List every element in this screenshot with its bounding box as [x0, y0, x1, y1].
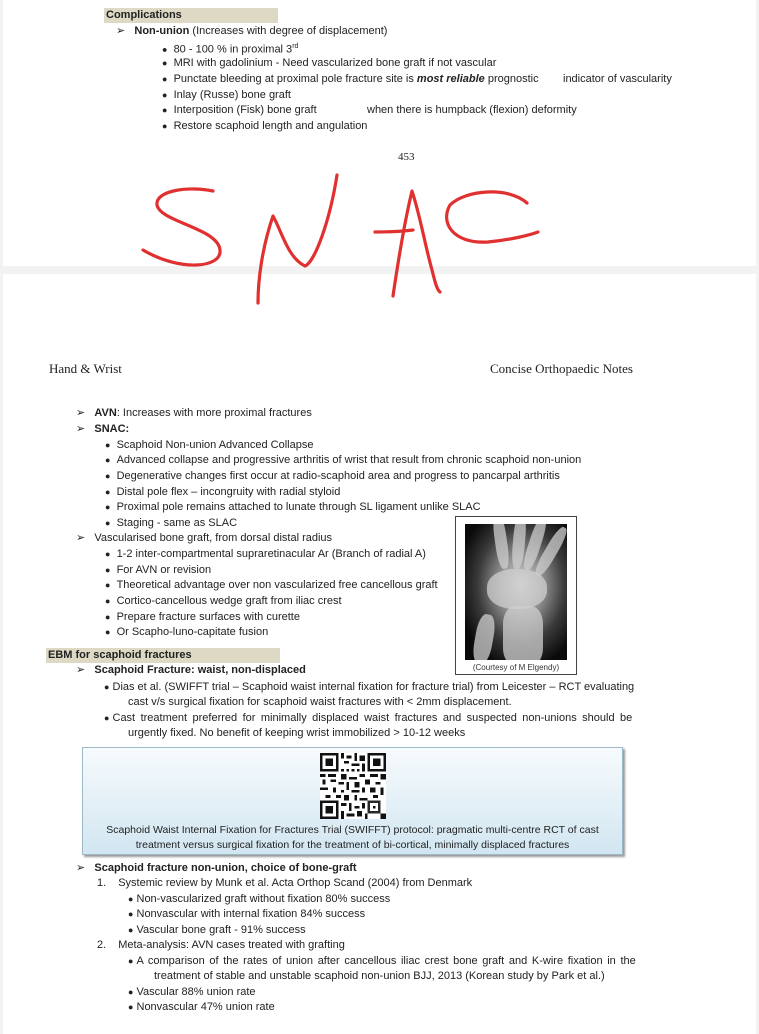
bullet-text: Inlay (Russe) bone graft: [173, 89, 291, 101]
qr-code-icon[interactable]: [320, 753, 386, 819]
bullet-text: Theoretical advantage over non vascularized free cancellous graft: [116, 579, 438, 591]
xray-figure: [455, 516, 577, 675]
bullet-text: Nonvascular 47% union rate: [136, 1001, 275, 1013]
bullet-icon: ●: [105, 549, 111, 559]
item-number: 1.: [97, 877, 107, 889]
arrow-bullet-icon: ➢: [116, 25, 126, 37]
complications-heading: Complications: [104, 8, 278, 23]
study-bullet: [128, 954, 636, 968]
nonunion-label: Non-union: [134, 25, 190, 37]
snac-bullet: [105, 438, 313, 452]
nonunion-heading: [76, 861, 357, 875]
ebm-sub-label: Scaphoid Fracture: waist, non-displaced: [94, 664, 306, 676]
handwriting-letter-n: [258, 175, 337, 303]
bullet-icon: ●: [105, 596, 111, 606]
bullet-icon: ●: [105, 487, 111, 497]
bullet-text: Staging - same as SLAC: [116, 517, 238, 529]
qr-caption-line: treatment versus surgical fixation for the treatment of bi-cortical, minimally displaced fractures: [135, 839, 570, 851]
item-number: 2.: [97, 939, 107, 951]
vbg-bullet: [105, 594, 342, 608]
snac-bullet: [105, 453, 581, 467]
bullet-icon: ●: [105, 518, 111, 528]
study-bullet: [128, 923, 306, 937]
bullet-icon: ●: [105, 455, 111, 465]
superscript: rd: [292, 43, 299, 50]
bullet-text-continued: cast v/s surgical fixation for scaphoid waist fractures with < 2mm displacement.: [128, 696, 512, 708]
avn-text: : Increases with more proximal fractures: [116, 407, 312, 419]
study-bullet: [128, 985, 256, 999]
numbered-item: [97, 938, 345, 952]
bullet-text: Dias et al. (SWIFFT trial – Scaphoid waist internal fixation for fracture trial) from Leicester – RCT evaluating: [112, 681, 635, 693]
bullet-icon: ●: [105, 471, 111, 481]
handwriting-letter-c: [447, 192, 538, 242]
bullet-text: Non-vascularized graft without fixation 80% success: [136, 893, 391, 905]
arrow-bullet-icon: ➢: [76, 664, 86, 676]
bullet-text: prognostic: [484, 73, 539, 85]
bullet-icon: ●: [104, 713, 110, 723]
study-bullet: [128, 907, 365, 921]
bullet-text: Scaphoid Non-union Advanced Collapse: [116, 439, 314, 451]
vbg-bullet: [105, 578, 438, 592]
ebm-heading: EBM for scaphoid fractures: [46, 648, 280, 663]
bullet-text: Or Scapho-luno-capitate fusion: [116, 626, 269, 638]
arrow-bullet-icon: ➢: [76, 407, 86, 419]
snac-bullet: [105, 485, 340, 499]
bullet-text: Nonvascular with internal fixation 84% success: [136, 908, 366, 920]
item-text: Meta-analysis: AVN cases treated with grafting: [118, 939, 345, 951]
page-number: 453: [398, 151, 415, 163]
bullet-icon: ●: [162, 44, 168, 55]
bullet-icon: ●: [128, 909, 134, 919]
swifft-qr-callout: [82, 747, 623, 855]
bullet-icon: ●: [128, 987, 134, 997]
bullet-icon: ●: [105, 627, 111, 637]
handwriting-letter-a: [375, 191, 440, 296]
nonunion-text: (Increases with degree of displacement): [189, 25, 388, 37]
ebm-bullet: [104, 711, 632, 725]
numbered-item: [97, 876, 472, 890]
bullet-icon: ●: [162, 105, 168, 115]
qr-caption: [83, 823, 622, 853]
bullet-tail-text: indicator of vascularity: [563, 73, 672, 85]
bullet-tail-text: when there is humpback (flexion) deformity: [367, 104, 577, 116]
bullet-icon: ●: [162, 90, 168, 100]
xray-caption: (Courtesy of M Elgendy): [472, 663, 560, 672]
bullet-icon: ●: [162, 58, 168, 68]
qr-caption-line: Scaphoid Waist Internal Fixation for Fractures Trial (SWIFFT) protocol: pragmatic multi-centre RCT of cast: [106, 824, 599, 836]
bullet-text: Cortico-cancellous wedge graft from iliac crest: [116, 595, 342, 607]
bullet-text: Prepare fracture surfaces with curette: [116, 611, 300, 623]
study-bullet: [128, 1000, 275, 1014]
bullet-text: Advanced collapse and progressive arthritis of wrist that result from chronic scaphoid non-union: [116, 454, 582, 466]
bullet-icon: ●: [105, 565, 111, 575]
avn-item: [76, 406, 312, 420]
running-header-left: Hand & Wrist: [49, 361, 122, 376]
ebm-subheading: [76, 663, 306, 677]
arrow-bullet-icon: ➢: [76, 862, 86, 874]
bullet-text: Punctate bleeding at proximal pole fracture site is: [173, 73, 417, 85]
running-header-right: Concise Orthopaedic Notes: [490, 361, 633, 376]
snac-bullet: [105, 469, 560, 483]
bullet-text: For AVN or revision: [116, 564, 212, 576]
bullet-text: Proximal pole remains attached to lunate through SL ligament unlike SLAC: [116, 501, 481, 513]
vbg-bullet: [105, 610, 300, 624]
vbg-label: Vascularised bone graft, from dorsal distal radius: [94, 532, 333, 544]
bullet-icon: ●: [162, 74, 168, 84]
bullet-text: Vascular 88% union rate: [136, 986, 256, 998]
vbg-item: [76, 531, 332, 545]
bullet-icon: ●: [128, 894, 134, 904]
vbg-bullet: [105, 547, 426, 561]
bullet-text-continued: urgently fixed. No benefit of keeping wrist immobilized > 10-12 weeks: [128, 727, 466, 739]
bullet-icon: ●: [105, 612, 111, 622]
snac-label: SNAC:: [94, 423, 130, 435]
bullet-icon: ●: [105, 440, 111, 450]
arrow-bullet-icon: ➢: [76, 532, 86, 544]
nonunion-heading-label: Scaphoid fracture non-union, choice of bone-graft: [94, 862, 357, 874]
bullet-text: 80 - 100 % in proximal 3: [173, 43, 293, 56]
bullet-text: A comparison of the rates of union after cancellous iliac crest bone graft and K-wire fixation in the: [136, 955, 636, 967]
bullet-icon: ●: [105, 502, 111, 512]
bullet-icon: ●: [104, 682, 110, 692]
arrow-bullet-icon: ➢: [76, 423, 86, 435]
bullet-icon: ●: [128, 925, 134, 935]
study-bullet: [128, 892, 390, 906]
bullet-text: Interposition (Fisk) bone graft: [173, 104, 317, 116]
wrist-xray-image: [465, 524, 567, 660]
bullet-text: Distal pole flex – incongruity with radial styloid: [116, 486, 341, 498]
bullet-text-continued: treatment of stable and unstable scaphoid non-union BJJ, 2013 (Korean study by Park et al.): [154, 970, 605, 982]
bullet-icon: ●: [105, 580, 111, 590]
handwritten-snac-annotation: [0, 0, 759, 320]
vbg-bullet: [105, 563, 211, 577]
bullet-text: MRI with gadolinium - Need vascularized bone graft if not vascular: [173, 57, 497, 69]
bullet-text: Degenerative changes first occur at radio-scaphoid area and progress to pancarpal arthritis: [116, 470, 560, 482]
bullet-icon: ●: [162, 121, 168, 131]
snac-bullet: [105, 516, 237, 530]
bullet-text: Cast treatment preferred for minimally displaced waist fractures and suspected non-unions should be: [112, 712, 633, 724]
bullet-text: Vascular bone graft - 91% success: [136, 924, 306, 936]
item-text: Systemic review by Munk et al. Acta Orthop Scand (2004) from Denmark: [118, 877, 473, 889]
vbg-bullet: [105, 625, 268, 639]
snac-bullet: [105, 500, 481, 514]
emphasis-text: most reliable: [416, 73, 485, 85]
bullet-icon: ●: [128, 1002, 134, 1012]
snac-item: [76, 422, 129, 436]
bullet-text: 1-2 inter-compartmental supraretinacular Ar (Branch of radial A): [116, 548, 426, 560]
bullet-icon: ●: [128, 956, 134, 966]
avn-label: AVN: [94, 407, 117, 419]
handwriting-letter-s: [143, 189, 220, 265]
bullet-text: Restore scaphoid length and angulation: [173, 120, 368, 132]
ebm-bullet: [104, 680, 634, 694]
